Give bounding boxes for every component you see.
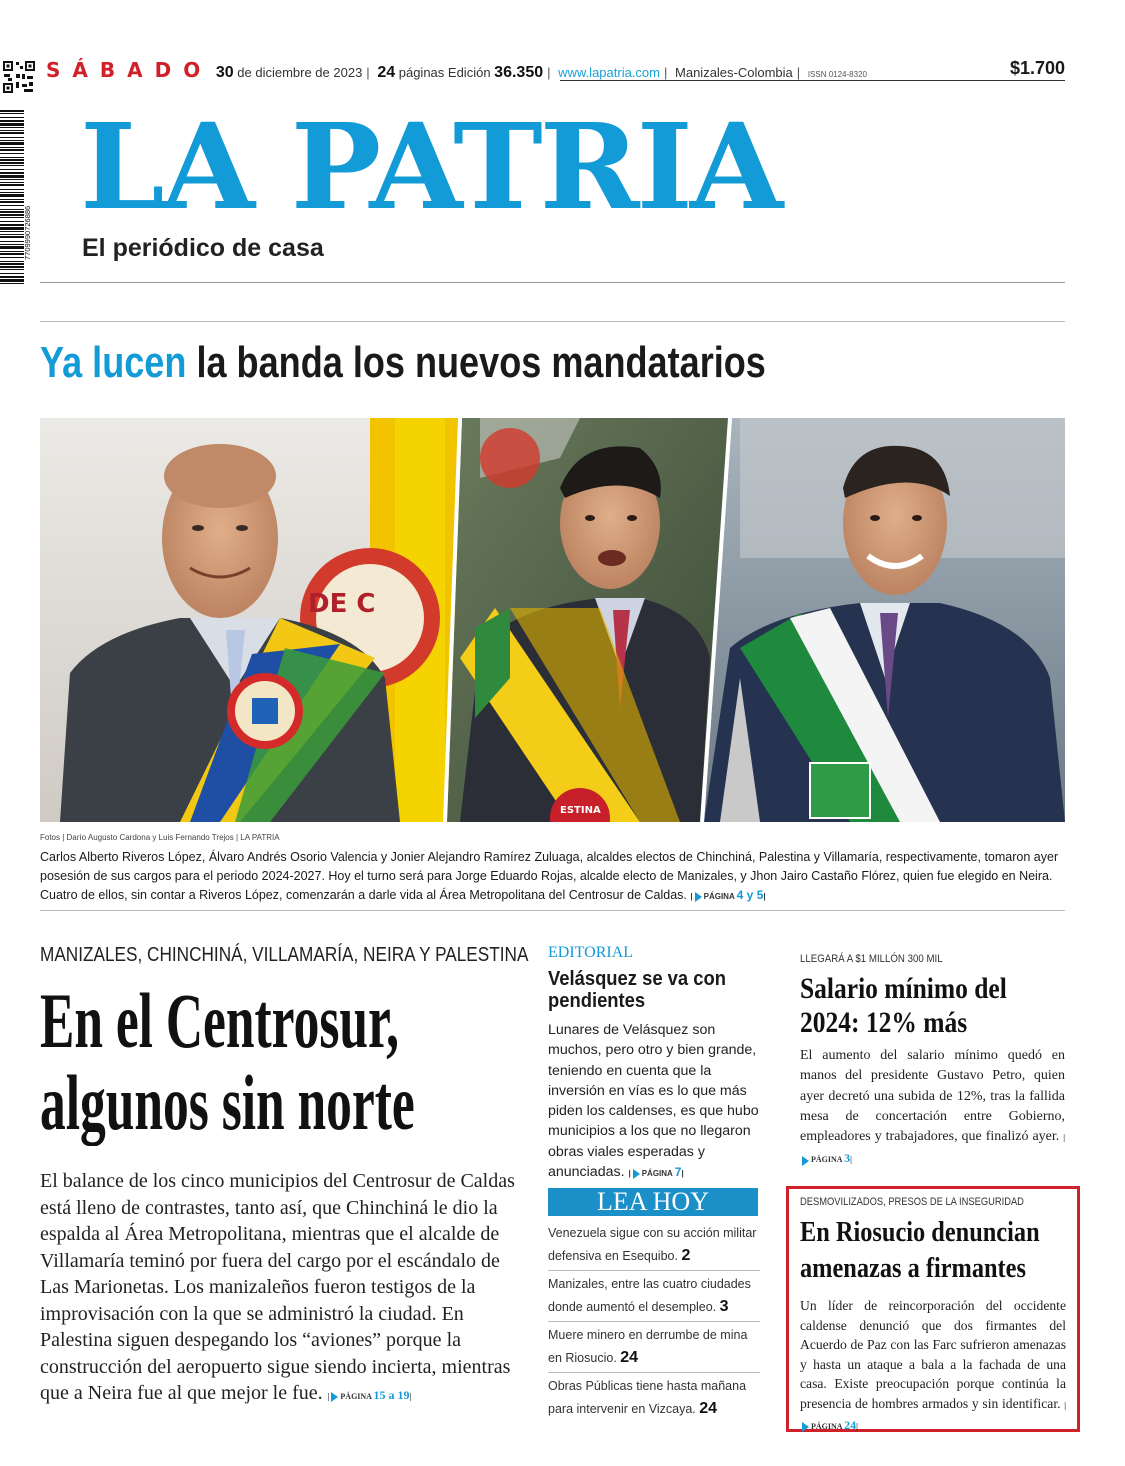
list-item[interactable]: Muere minero en derrumbe de mina en Riosucio. 24: [548, 1322, 760, 1373]
list-item[interactable]: Obras Públicas tiene hasta mañana para intervenir en Vizcaya. 24: [548, 1379, 747, 1417]
barcode-number: 7709990726886: [23, 205, 32, 260]
date-day: 30: [215, 64, 234, 81]
page-reference: | PÁGINA 7|: [628, 1165, 684, 1180]
divider: [40, 321, 1065, 322]
barcode-icon: [0, 110, 34, 286]
photo-panel-chinchina: [40, 418, 460, 822]
weekday: SÁBADO: [46, 58, 213, 82]
sash-text: DE C: [308, 589, 376, 619]
sash-text: ESTINA: [560, 805, 601, 816]
edition-label: Edición: [447, 65, 491, 80]
divider: [40, 910, 1065, 911]
pages-count: 24: [377, 64, 396, 81]
list-item[interactable]: Manizales, entre las cuatro ciudades donde aumentó el desempleo. 3: [548, 1271, 760, 1322]
headline-rest: la banda los nuevos mandatarios: [196, 338, 766, 387]
arrow-icon: [802, 1422, 809, 1432]
date-line: SÁBADO 30 de diciembre de 2023 | 24 páginas Edición 36.350 | www.lapatria.com | Manizales-Colombia | ISSN 0124-8320: [46, 58, 867, 82]
salario-title: Salario mínimo del 2024: 12% más: [800, 972, 1007, 1039]
date-rest: de diciembre de 2023: [237, 65, 363, 80]
editorial-label: EDITORIAL: [548, 944, 634, 961]
riosucio-text: Un líder de reincorporación del occidente caldense denunció que dos firmantes del Acuerdo de Paz con las Farc sufrieron amenazas y hasta un ataque a bala a la fachada de una casa. Existe preocupación porque continúa la presencia de hombres armados y sin identificar.: [800, 1298, 1066, 1411]
riosucio-title: En Riosucio denuncian amenazas a firmantes: [800, 1216, 1040, 1284]
divider: [40, 282, 1065, 283]
list-item[interactable]: Venezuela sigue con su acción militar defensiva en Esequibo. 2: [548, 1220, 760, 1271]
riosucio-kicker: DESMOVILIZADOS, PRESOS DE LA INSEGURIDAD: [800, 1196, 1024, 1208]
topline-rule: [560, 80, 1065, 81]
lea-hoy-header: LEA HOY: [548, 1188, 758, 1216]
story-text: El balance de los cinco municipios del Centrosur de Caldas está lleno de contrastes, tanto así, que Chinchiná le dio la espalda al Área Metropolitana, mientras que el alcalde de Villamaría teminó por fuera del cargo por el escándalo de Las Marionetas. Los manizaleños fueron testigos de la improvisación con la que se administró la ciudad. En Palestina siguen despegando los “aviones” porque la construcción del aeropuerto sigue siendo incierta, mientras que a Neira fue al que mejor le fue.: [40, 1170, 515, 1404]
photo-caption: [40, 848, 1065, 906]
salario-text: El aumento del salario mínimo quedó en manos del presidente Gustavo Petro, quien ayer decretó una subida de 12%, tras la fallida mesa de concertación entre Gobierno, empleadores y trabajadores, que finalizó ayer.: [800, 1048, 1065, 1145]
story-title: En el Centrosur, algunos sin norte: [40, 977, 415, 1146]
story-body: [40, 1168, 520, 1411]
pages-label: páginas: [398, 65, 445, 80]
tagline: El periódico de casa: [82, 234, 324, 262]
edition-number: 36.350: [494, 64, 544, 81]
caption-text: Carlos Alberto Riveros López, Álvaro Andrés Osorio Valencia y Jonier Alejandro Ramírez Zuluaga, alcaldes electos de Chinchiná, Palestina y Villamaría, respectivamente, tomaron ayer posesión de sus cargos para el periodo 2024-2027. Hoy el turno será para Jorge Eduardo Rojas, alcalde electo de Manizales, y Jhon Jairo Castaño Flórez, quien fue elegido en Neira. Cuatro de ellos, sin contar a Riveros López, comenzarán a darle vida al Área Metropolitana del Centrosur de Caldas.: [40, 850, 1059, 902]
main-headline: [40, 338, 766, 388]
arrow-icon: [331, 1392, 338, 1402]
lea-hoy-list: [548, 1220, 760, 1423]
story-kicker: MANIZALES, CHINCHINÁ, VILLAMARÍA, NEIRA Y PALESTINA: [40, 944, 529, 966]
editorial-text: Lunares de Velásquez son muchos, pero otro y bien grande, teniendo en cuenta que la inversión en vías es lo que más piden los caldenses, es que hubo municipios a los que no llegaron obras viales esperadas y anunciadas.: [548, 1022, 759, 1181]
website-link[interactable]: www.lapatria.com: [558, 65, 660, 80]
page-reference: | PÁGINA 4 y 5|: [690, 888, 766, 902]
editorial-body: [548, 1020, 770, 1184]
arrow-icon: [633, 1169, 640, 1179]
photo-panel-villamaria: [704, 418, 1065, 822]
headline-accent: Ya lucen: [40, 338, 187, 387]
city: Manizales-Colombia: [675, 65, 793, 80]
arrow-icon: [695, 892, 702, 902]
salario-kicker: LLEGARÁ A $1 MILLÓN 300 MIL: [800, 953, 943, 965]
riosucio-body: [800, 1296, 1066, 1437]
price: $1.700: [1009, 58, 1065, 78]
issn: ISSN 0124-8320: [807, 70, 867, 79]
editorial-title: Velásquez se va con pendientes: [548, 968, 726, 1012]
qr-code-icon: [2, 60, 36, 94]
page-reference: |PÁGINA 24|: [800, 1401, 1066, 1432]
salario-body: [800, 1046, 1065, 1171]
page-reference: |PÁGINA 3|: [800, 1133, 1065, 1164]
page-reference: | PÁGINA 15 a 19|: [327, 1388, 412, 1402]
mayors-photo-collage: [40, 418, 1065, 822]
photo-credit: Fotos | Darío Augusto Cardona y Luis Fernando Trejos | LA PATRIA: [40, 833, 280, 842]
newspaper-logo: LA PATRIA: [80, 97, 781, 236]
photo-panel-palestina: [447, 418, 730, 822]
arrow-icon: [802, 1156, 809, 1166]
